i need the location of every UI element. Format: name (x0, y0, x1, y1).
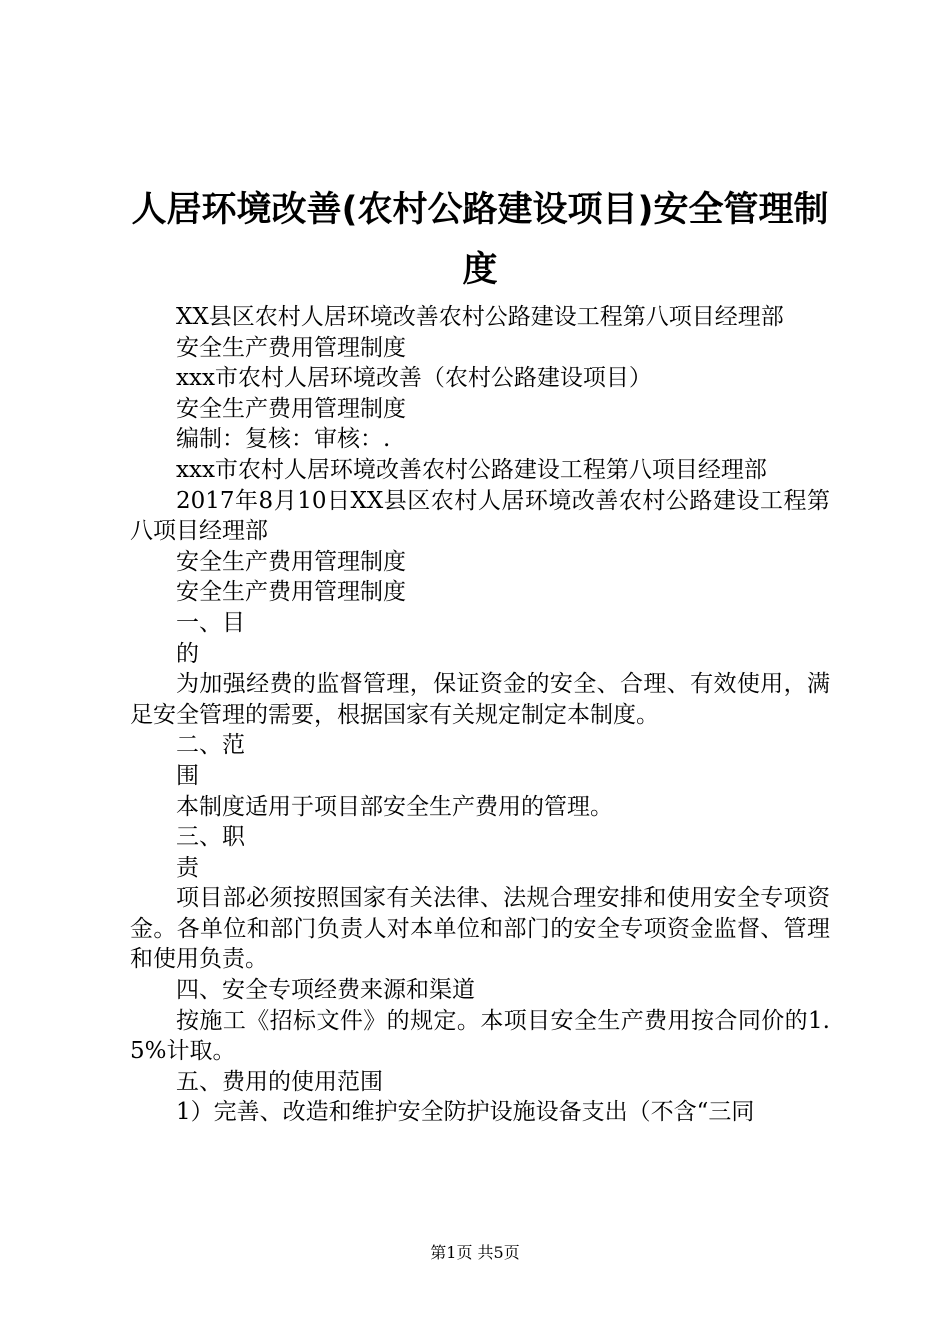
document-body (130, 302, 830, 1128)
section-heading: 五、费用的使用范围 (176, 1068, 383, 1095)
section-heading: 三、职 (176, 824, 245, 851)
paragraph: 安全生产费用管理制度 (176, 548, 406, 575)
paragraph: 安全生产费用管理制度 (176, 334, 406, 361)
paragraph: xxx市农村人居环境改善农村公路建设工程第八项目经理部 (176, 456, 767, 483)
section-heading: 四、安全专项经费来源和渠道 (176, 977, 475, 1004)
paragraph: 2017年8月10日XX县区农村人居环境改善农村公路建设工程第八项目经理部 (130, 487, 830, 545)
paragraph: 按施工《招标文件》的规定。本项目安全生产费用按合同价的1.5%计取。 (130, 1007, 830, 1065)
section-heading-cont: 责 (176, 854, 199, 881)
paragraph: 1）完善、改造和维护安全防护设施设备支出（不含“三同 (176, 1099, 755, 1126)
document-title: 人居环境改善(农村公路建设项目)安全管理制度 (131, 190, 829, 290)
paragraph: 为加强经费的监督管理，保证资金的安全、合理、有效使用，满足安全管理的需要，根据国家有关规定制定本制度。 (130, 671, 830, 728)
section-heading-cont: 围 (176, 762, 199, 789)
section-heading: 二、范 (176, 732, 245, 759)
paragraph: 本制度适用于项目部安全生产费用的管理。 (176, 793, 613, 820)
paragraph: xxx市农村人居环境改善（农村公路建设项目） (176, 365, 652, 392)
paragraph: 安全生产费用管理制度 (176, 579, 406, 606)
paragraph: 安全生产费用管理制度 (176, 395, 406, 422)
paragraph: XX县区农村人居环境改善农村公路建设工程第八项目经理部 (176, 304, 784, 330)
paragraph: 项目部必须按照国家有关法律、法规合理安排和使用安全专项资金。各单位和部门负责人对本单位和部门的安全专项资金监督、管理和使用负责。 (130, 885, 830, 973)
section-heading-cont: 的 (176, 640, 199, 667)
paragraph: 编制：复核：审核：. (176, 426, 391, 453)
page-footer: 第1页 共5页 (430, 1243, 520, 1262)
section-heading: 一、目 (176, 609, 245, 636)
document-page (130, 180, 830, 1128)
